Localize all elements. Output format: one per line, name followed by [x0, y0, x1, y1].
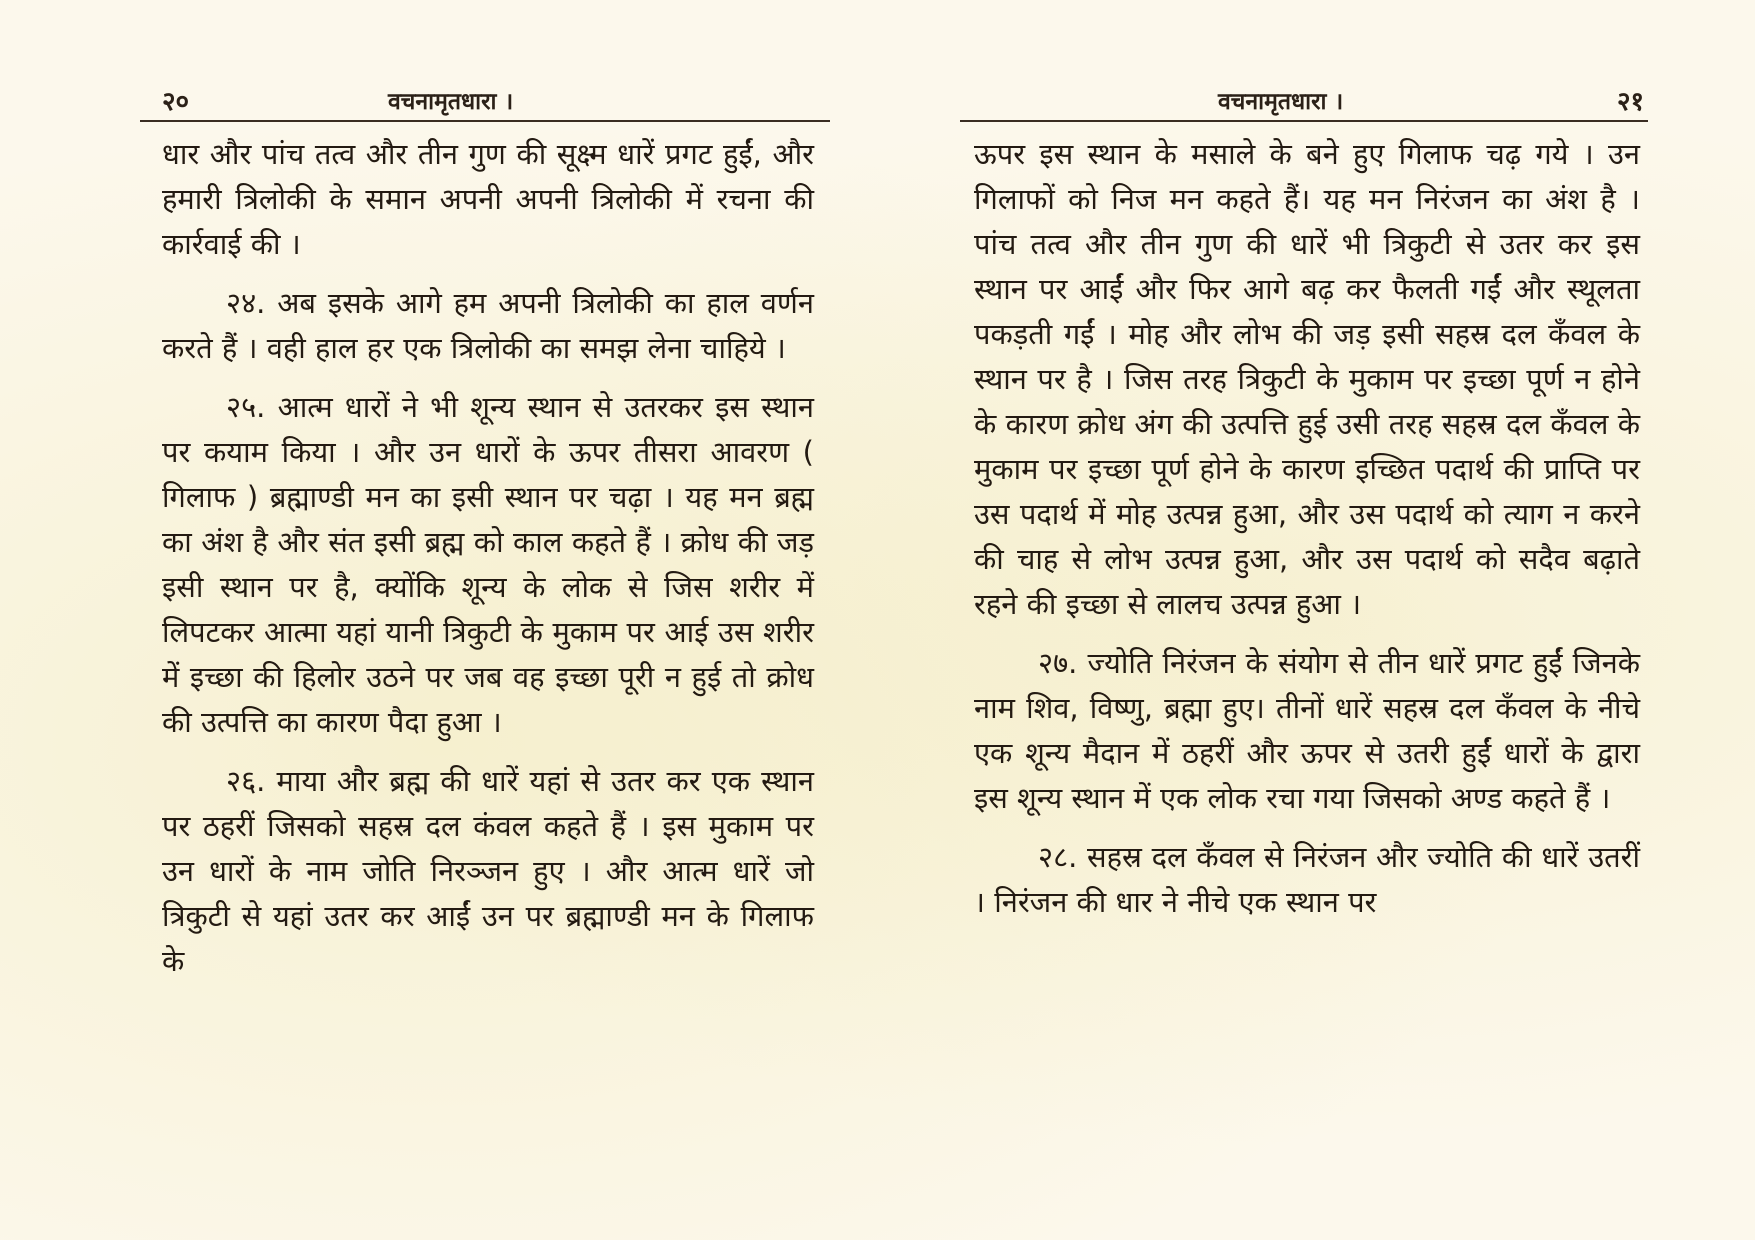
left-page [140, 0, 830, 1240]
page-body [974, 132, 1640, 939]
paragraph: २५. आत्म धारों ने भी शून्य स्थान से उतरकर इस स्थान पर कयाम किया । और उन धारों के ऊपर तीसरा आवरण ( गिलाफ ) ब्रह्माण्डी मन का इसी स्थान पर चढ़ा । यह मन ब्रह्म का अंश है और संत इसी ब्रह्म को काल कहते हैं । क्रोध की जड़ इसी स्थान पर है, क्योंकि शून्य के लोक से जिस शरीर में लिपटकर आत्मा यहां यानी त्रिकुटी के मुकाम पर आई उस शरीर में इच्छा की हिलोर उठने पर जब वह इच्छा पूरी न हुई तो क्रोध की उत्पत्ति का कारण पैदा हुआ । [162, 390, 814, 739]
paragraph: २४. अब इसके आगे हम अपनी त्रिलोकी का हाल वर्णन करते हैं । वही हाल हर एक त्रिलोकी का समझ लेना चाहिये । [162, 286, 814, 365]
page-number: २१ [1616, 87, 1644, 117]
paragraph: २८. सहस्र दल कँवल से निरंजन और ज्योति की धारें उतरीं । निरंजन की धार ने नीचे एक स्थान पर [974, 840, 1640, 919]
paragraph: ऊपर इस स्थान के मसाले के बने हुए गिलाफ चढ़ गये । उन गिलाफों को निज मन कहते हैं। यह मन निरंजन का अंश है । पांच तत्व और तीन गुण की धारें भी त्रिकुटी से उतर कर इस स्थान पर आईं और फिर आगे बढ़ कर फैलती गईं और स्थूलता पकड़ती गईं । मोह और लोभ की जड़ इसी सहस्र दल कँवल के स्थान पर है । जिस तरह त्रिकुटी के मुकाम पर इच्छा पूर्ण न होने के कारण क्रोध अंग की उत्पत्ति हुई उसी तरह सहस्र दल कँवल के मुकाम पर इच्छा पूर्ण होने के कारण इच्छित पदार्थ की प्राप्ति पर उस पदार्थ में मोह उत्पन्न हुआ, और उस पदार्थ को त्याग न करने की चाह से लोभ उत्पन्न हुआ, और उस पदार्थ को सदैव बढ़ाते रहने की इच्छा से लालच उत्पन्न हुआ । [974, 137, 1640, 621]
running-title: वचनामृतधारा । [1218, 89, 1344, 115]
running-head [140, 78, 830, 122]
page-body [162, 132, 814, 998]
paragraph: २६. माया और ब्रह्म की धारें यहां से उतर कर एक स्थान पर ठहरीं जिसको सहस्र दल कंवल कहते हैं । इस मुकाम पर उन धारों के नाम जोति निरञ्जन हुए । और आत्म धारें जो त्रिकुटी से यहां उतर कर आईं उन पर ब्रह्माण्डी मन के गिलाफ के [162, 764, 814, 978]
running-title: वचनामृतधारा । [388, 89, 514, 115]
paragraph: २७. ज्योति निरंजन के संयोग से तीन धारें प्रगट हुईं जिनके नाम शिव, विष्णु, ब्रह्मा हुए। तीनों धारें सहस्र दल कँवल के नीचे एक शून्य मैदान में ठहरीं और ऊपर से उतरी हुईं धारों के द्वारा इस शून्य स्थान में एक लोक रचा गया जिसको अण्ड कहते हैं । [974, 646, 1640, 815]
paragraph: धार और पांच तत्व और तीन गुण की सूक्ष्म धारें प्रगट हुईं, और हमारी त्रिलोकी के समान अपनी अपनी त्रिलोकी में रचना की कार्रवाई की । [162, 137, 814, 261]
right-page [960, 0, 1648, 1240]
running-head [960, 78, 1648, 122]
page-number: २० [162, 87, 190, 117]
